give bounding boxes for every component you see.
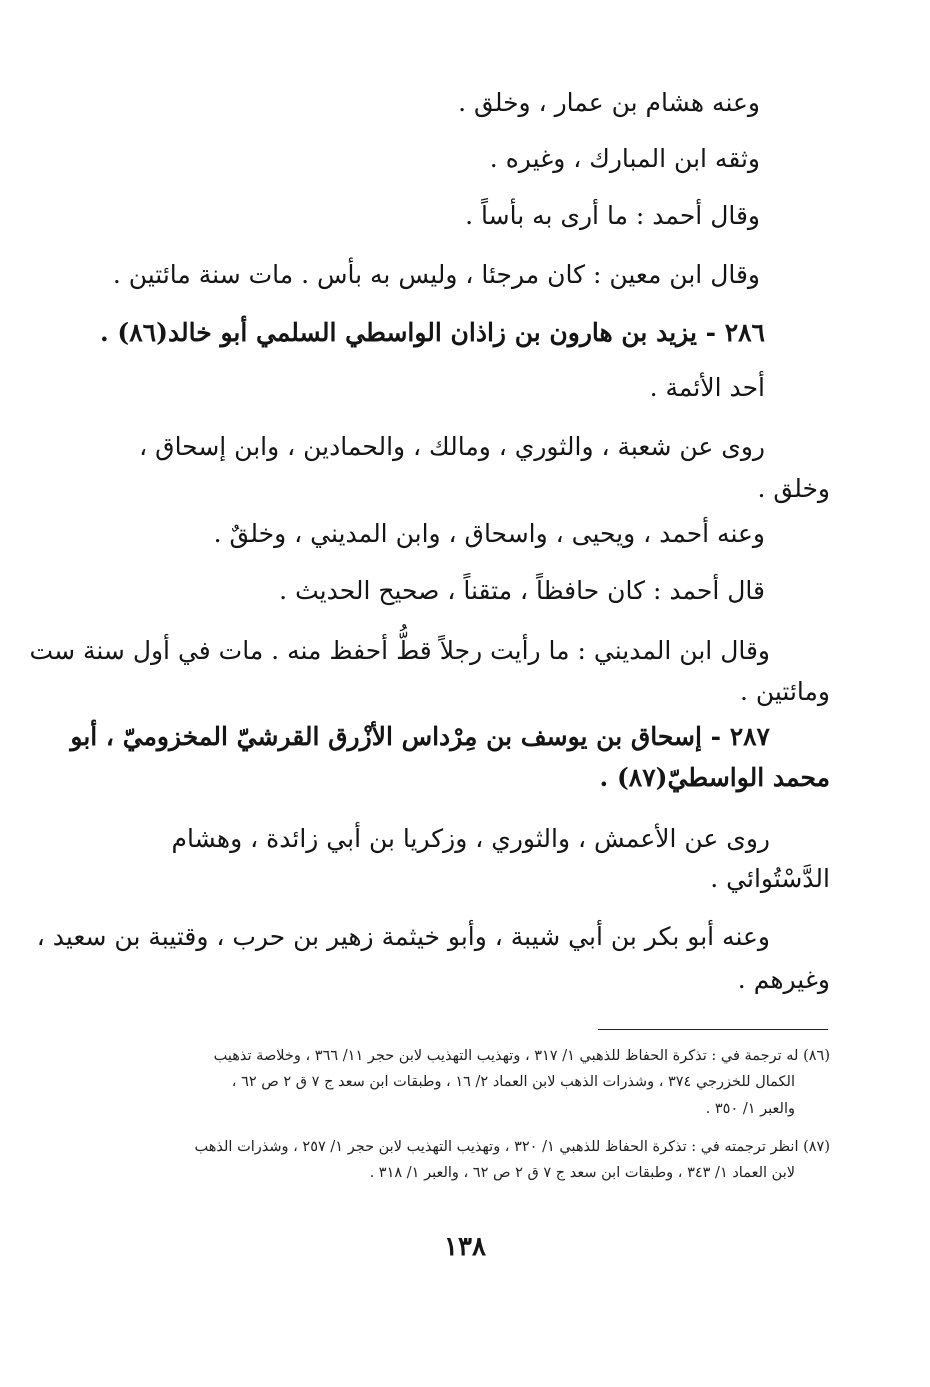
body-line: روى عن شعبة ، والثوري ، ومالك ، والحمادين ، وابن إسحاق ، [139, 432, 765, 461]
footnote-86: (٨٦) له ترجمة في : تذكرة الحفاظ للذهبي ١/ ٣١٧ ، وتهذيب التهذيب لابن حجر ١١/ ٣٦٦ ، وخلاصة تذهيب [213, 1048, 830, 1064]
footnote-separator [598, 1029, 828, 1030]
body-line: ومائتين . [739, 677, 830, 706]
entry-heading-286: ٢٨٦ - يزيد بن هارون بن زاذان الواسطي السلمي أبو خالد(٨٦) . [100, 318, 765, 347]
body-line: وثقه ابن المبارك ، وغيره . [489, 144, 760, 173]
body-line: روى عن الأعمش ، والثوري ، وزكريا بن أبي زائدة ، وهشام [171, 824, 770, 853]
body-line: وعنه هشام بن عمار ، وخلق . [458, 88, 760, 117]
body-line: وعنه أحمد ، ويحيى ، واسحاق ، وابن المديني ، وخلقٌ . [213, 519, 765, 548]
body-line: وعنه أبو بكر بن أبي شيبة ، وأبو خيثمة زهير بن حرب ، وقتيبة بن سعيد ، [36, 922, 770, 951]
footnote-line: لابن العماد ١/ ٣٤٣ ، وطبقات ابن سعد ج ٧ ق ٢ ص ٦٢ ، والعبر ١/ ٣١٨ . [369, 1165, 795, 1181]
entry-heading-287: ٢٨٧ - إسحاق بن يوسف بن مِرْداس الأزْرق القرشيّ المخزوميّ ، أبو [70, 722, 770, 751]
body-line: وقال ابن معين : كان مرجئا ، وليس به بأس . مات سنة مائتين . [112, 260, 760, 289]
footnote-line: الكمال للخزرجي ٣٧٤ ، وشذرات الذهب لابن العماد ٢/ ١٦ ، وطبقات ابن سعد ج ٧ ق ٢ ص ٦٢ ، [231, 1074, 795, 1090]
footnote-line: والعبر ١/ ٣٥٠ . [705, 1101, 795, 1117]
footnote-87: (٨٧) انظر ترجمته في : تذكرة الحفاظ للذهبي ١/ ٣٢٠ ، وتهذيب التهذيب لابن حجر ١/ ٢٥٧ ، وشذرات الذهب [194, 1139, 830, 1155]
body-line: قال أحمد : كان حافظاً ، متقناً ، صحيح الحديث . [279, 576, 765, 605]
body-line: وقال أحمد : ما أرى به بأساً . [465, 201, 760, 230]
body-line: وخلق . [757, 474, 830, 503]
body-line: وقال ابن المديني : ما رأيت رجلاً قطُّ أحفظ منه . مات في أول سنة ست [29, 636, 770, 665]
body-line: أحد الأئمة . [649, 373, 765, 402]
page-number: ١٣٨ [444, 1232, 486, 1262]
body-line: وغيرهم . [737, 965, 830, 994]
body-line: محمد الواسطيّ(٨٧) . [599, 763, 830, 792]
body-line: الدَّسْتُوائي . [710, 864, 830, 893]
